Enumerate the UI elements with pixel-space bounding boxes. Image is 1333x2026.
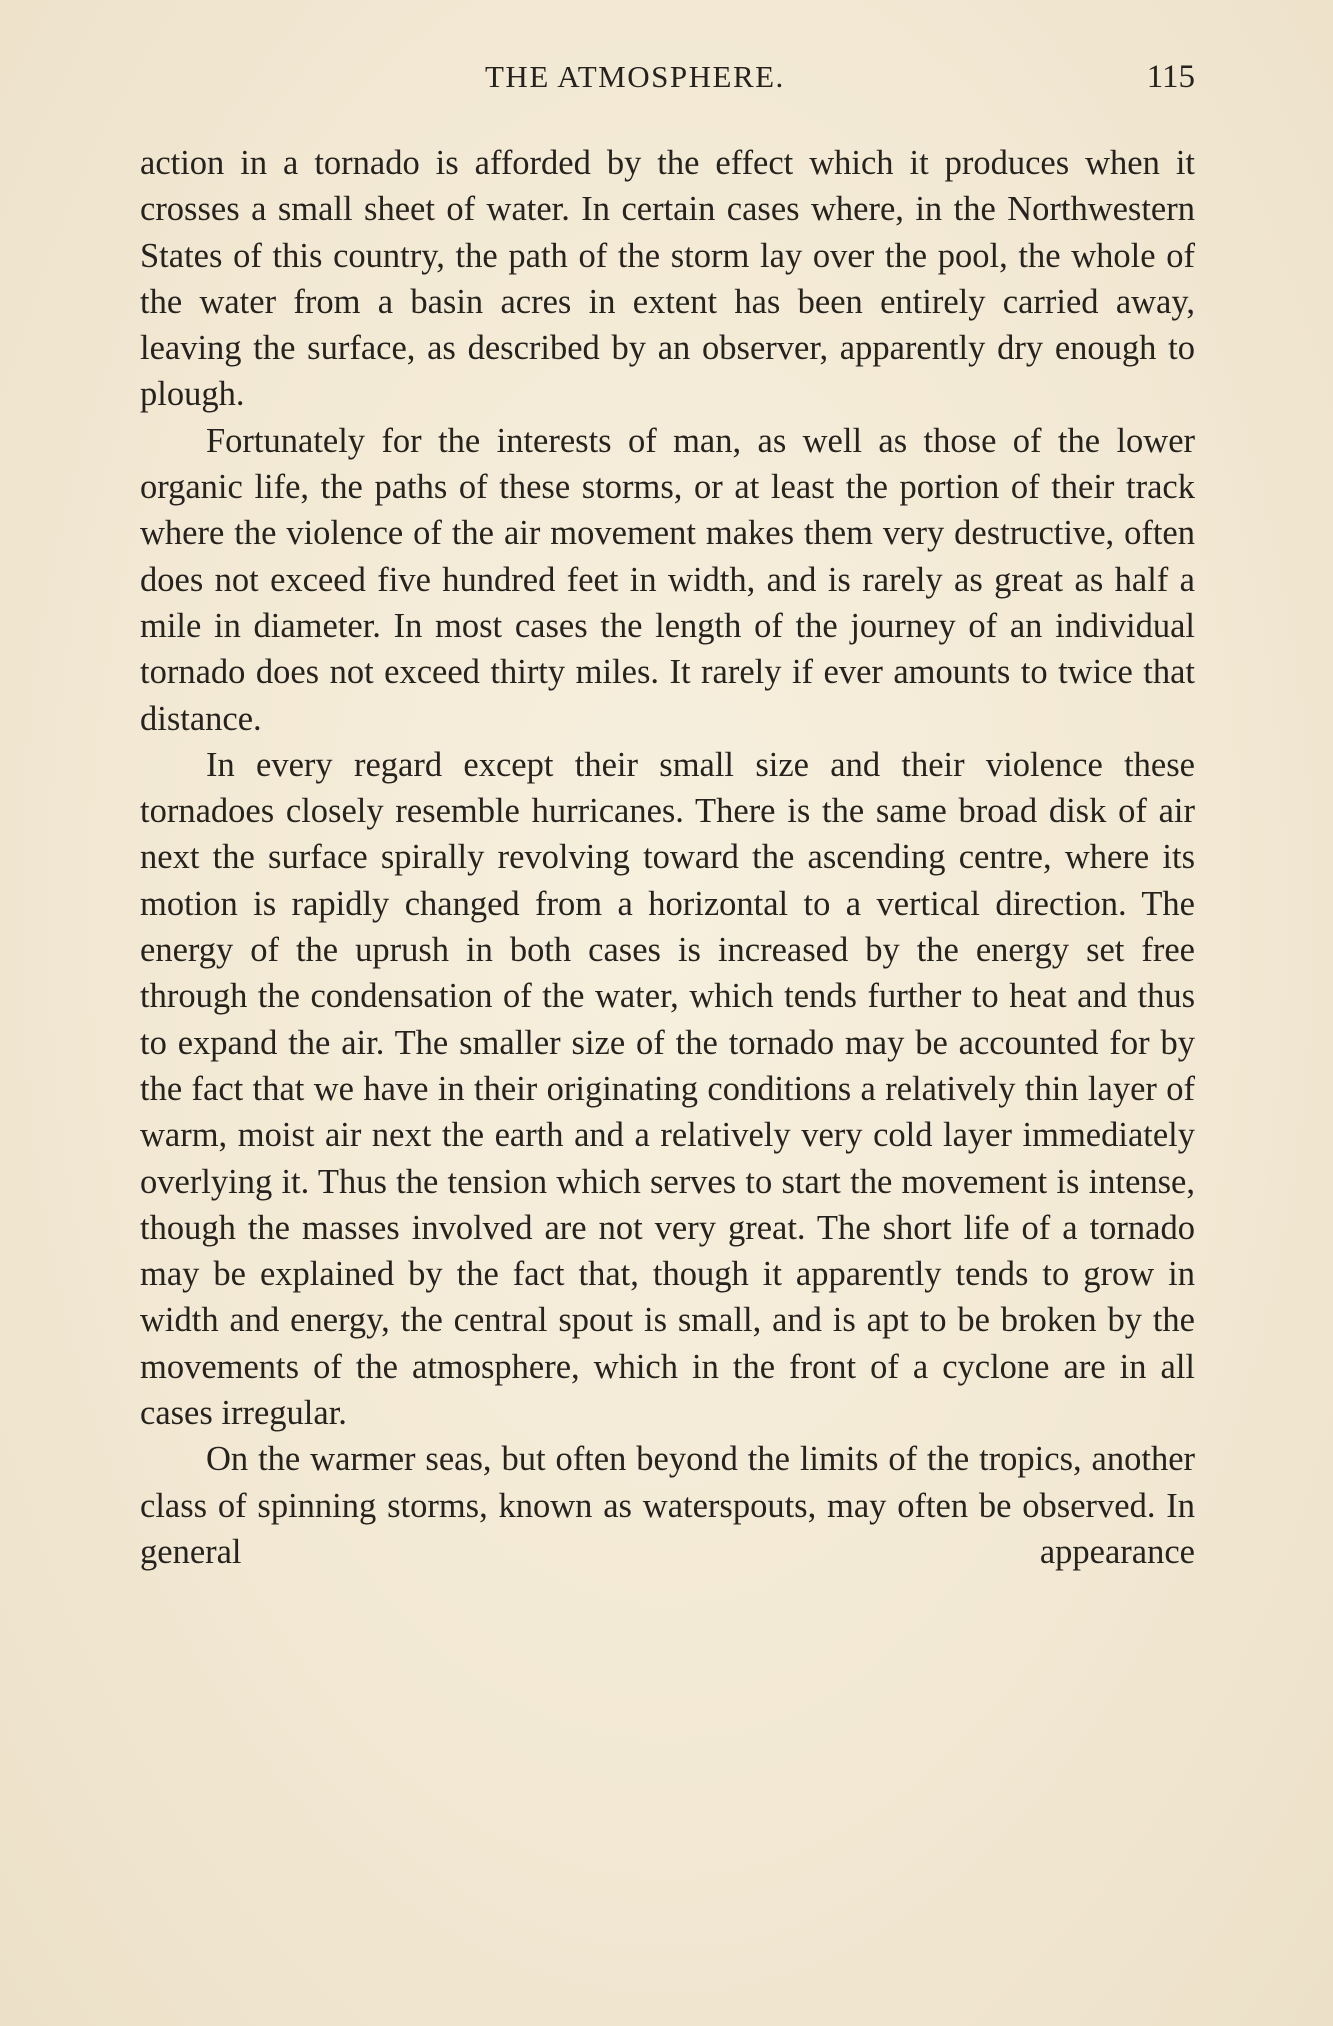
paragraph-tornado-hurricane-comparison: In every regard except their small size and their violence these tornadoes closely resemble hurricanes. There is the same broad disk of air next the surface spirally revolving toward the ascending centre, where its motion is rapidly changed from a horizontal to a vertical direction. The energy of the uprush in both cases is increased by the energy set free through the condensation of the water, which tends further to heat and thus to expand the air. The smaller size of the tornado may be accounted for by the fact that we have in their originating conditions a relatively thin layer of warm, moist air next the earth and a relatively very cold layer immediately overlying it. Thus the tension which serves to start the movement is intense, though the masses involved are not very great. The short life of a tornado may be explained by the fact that, though it apparently tends to grow in width and energy, the central spout is small, and is apt to be broken by the movements of the atmosphere, which in the front of a cyclone are in all cases irregular. [140, 745, 1195, 1433]
paragraph-storm-paths: Fortunately for the interests of man, as well as those of the lower organic life, the paths of these storms, or at least the portion of their track where the violence of the air movement makes them very destructive, often does not exceed five hundred feet in width, and is rarely as great as half a mile in diameter. In most cases the length of the journey of an individual tornado does not exceed thirty miles. It rarely if ever amounts to twice that distance. [140, 421, 1195, 738]
paragraph-waterspouts: On the warmer seas, but often beyond the limits of the tropics, another class of spinning storms, known as waterspouts, may often be observed. In general appearance [140, 1440, 1195, 1571]
paragraph-tornado-water-effect: action in a tornado is afforded by the effect which it produces when it crosses a small sheet of water. In certain cases where, in the Northwestern States of this country, the path of the storm lay over the pool, the whole of the water from a basin acres in extent has been entirely carried away, leaving the surface, as described by an observer, apparently dry enough to plough. [140, 144, 1195, 414]
running-head [140, 52, 1195, 102]
body-text [140, 140, 1195, 1575]
running-title: THE ATMOSPHERE. [485, 59, 785, 94]
page-number: 115 [1146, 59, 1195, 95]
